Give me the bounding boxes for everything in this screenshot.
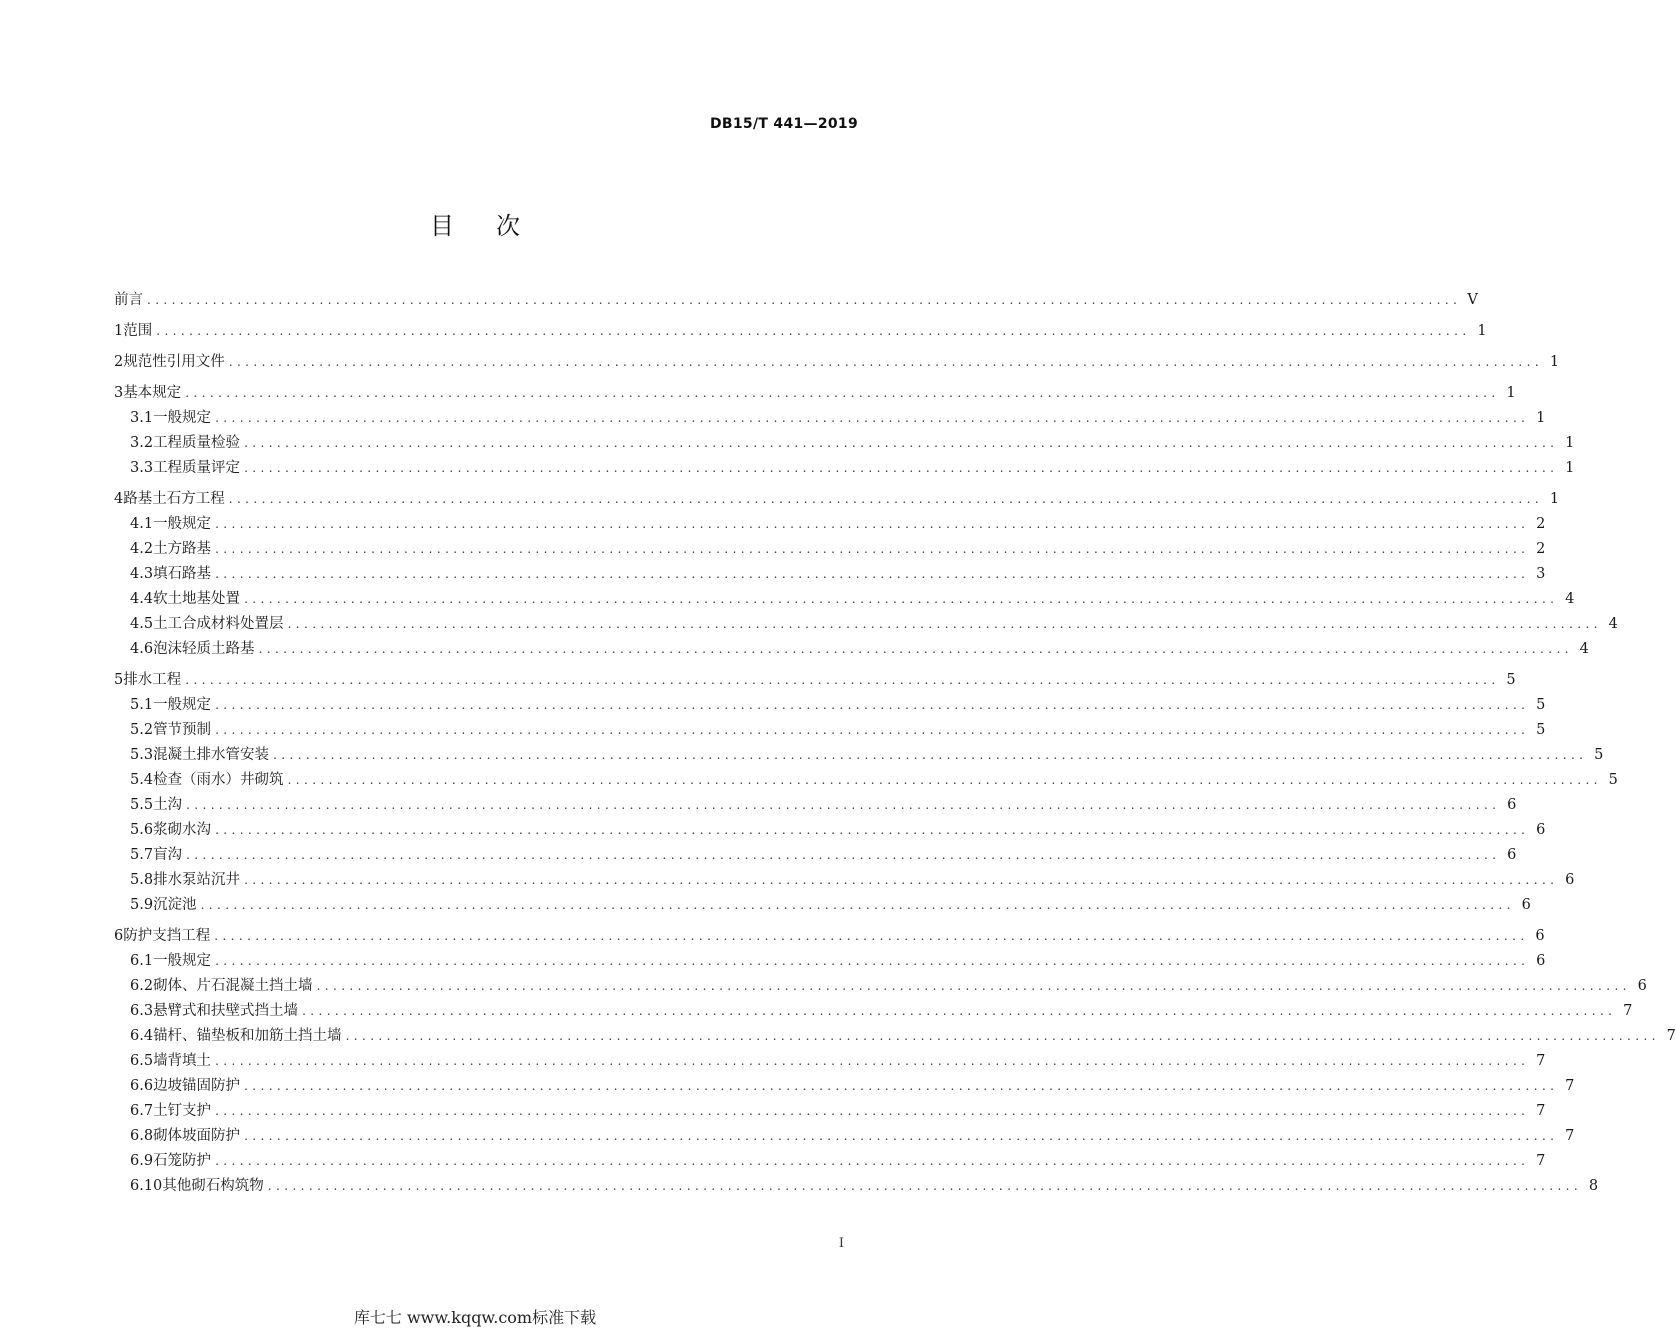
toc-entry[interactable] bbox=[114, 562, 1546, 587]
toc-dot-leader: ................................................................................................................................................................ bbox=[215, 542, 1530, 556]
toc-entry-number: 4.5 bbox=[130, 616, 154, 632]
toc-entry-title: 排水工程 bbox=[123, 672, 182, 688]
toc-entry-page: 7 bbox=[1565, 1128, 1575, 1144]
toc-entry[interactable] bbox=[114, 868, 1575, 893]
toc-entry[interactable] bbox=[114, 693, 1546, 718]
toc-entry-title: 锚杆、锚垫板和加筋土挡土墙 bbox=[153, 1028, 342, 1044]
toc-dot-leader: ................................................................................................................................................................ bbox=[267, 1179, 1583, 1193]
toc-entry[interactable] bbox=[114, 843, 1517, 868]
toc-entry[interactable] bbox=[114, 1149, 1546, 1174]
toc-entry[interactable] bbox=[114, 1074, 1575, 1099]
toc-entry-page: 7 bbox=[1666, 1028, 1676, 1044]
toc-dot-leader: ................................................................................................................................................................ bbox=[244, 436, 1559, 450]
toc-dot-leader: ................................................................................................................................................................ bbox=[316, 979, 1631, 993]
toc-entry[interactable] bbox=[114, 1049, 1546, 1074]
toc-entry-title: 工程质量评定 bbox=[153, 460, 241, 476]
table-of-contents bbox=[114, 288, 1676, 1199]
toc-entry-number: 6.10 bbox=[130, 1178, 163, 1194]
toc-dot-leader: ................................................................................................................................................................ bbox=[228, 355, 1544, 369]
toc-entry-number: 4.1 bbox=[130, 516, 154, 532]
toc-entry-title: 石笼防护 bbox=[153, 1153, 212, 1169]
toc-entry-number: 5.9 bbox=[130, 897, 154, 913]
toc-entry[interactable] bbox=[114, 893, 1531, 918]
toc-dot-leader: ................................................................................................................................................................ bbox=[214, 929, 1529, 943]
toc-dot-leader: ................................................................................................................................................................ bbox=[185, 673, 1500, 687]
toc-dot-leader: ................................................................................................................................................................ bbox=[244, 873, 1559, 887]
toc-entry-number: 5.8 bbox=[130, 872, 154, 888]
toc-entry-page: 2 bbox=[1536, 516, 1546, 532]
toc-entry-page: 8 bbox=[1588, 1178, 1599, 1194]
toc-entry[interactable] bbox=[114, 288, 1478, 313]
toc-entry[interactable] bbox=[114, 1174, 1599, 1199]
toc-entry-number: 2 bbox=[114, 354, 124, 370]
toc-entry-number: 3 bbox=[114, 385, 124, 401]
toc-entry[interactable] bbox=[114, 350, 1560, 375]
toc-entry[interactable] bbox=[114, 949, 1546, 974]
toc-entry[interactable] bbox=[114, 612, 1618, 637]
toc-entry-page: 3 bbox=[1536, 566, 1546, 582]
toc-dot-leader: ................................................................................................................................................................ bbox=[345, 1029, 1660, 1043]
toc-entry-title: 边坡锚固防护 bbox=[153, 1078, 241, 1094]
toc-entry[interactable] bbox=[114, 999, 1633, 1024]
toc-entry-page: 6 bbox=[1521, 897, 1531, 913]
toc-entry-number: 4.6 bbox=[130, 641, 154, 657]
toc-entry-page: 7 bbox=[1536, 1053, 1546, 1069]
toc-entry-title: 前言 bbox=[114, 292, 143, 308]
toc-dot-leader: ................................................................................................................................................................ bbox=[186, 848, 1501, 862]
toc-entry-number: 6.1 bbox=[130, 953, 154, 969]
toc-dot-leader: ................................................................................................................................................................ bbox=[186, 798, 1501, 812]
toc-entry-title: 墙背填土 bbox=[153, 1053, 212, 1069]
toc-entry-page: 4 bbox=[1608, 616, 1618, 632]
toc-entry[interactable] bbox=[114, 487, 1560, 512]
toc-dot-leader: ................................................................................................................................................................ bbox=[215, 411, 1530, 425]
toc-entry[interactable] bbox=[114, 1099, 1546, 1124]
toc-entry-title: 规范性引用文件 bbox=[123, 354, 225, 370]
toc-entry-title: 沉淀池 bbox=[153, 897, 197, 913]
toc-dot-leader: ................................................................................................................................................................ bbox=[244, 1129, 1559, 1143]
toc-entry-number: 6.9 bbox=[130, 1153, 154, 1169]
toc-entry-page: 5 bbox=[1594, 747, 1604, 763]
toc-entry-title: 土钉支护 bbox=[153, 1103, 212, 1119]
toc-entry[interactable] bbox=[114, 793, 1517, 818]
toc-entry-title: 土方路基 bbox=[153, 541, 212, 557]
toc-entry-title: 检查（雨水）井砌筑 bbox=[153, 772, 284, 788]
toc-entry-number: 3.2 bbox=[130, 435, 154, 451]
toc-entry-title: 盲沟 bbox=[153, 847, 183, 863]
toc-entry-number: 5.3 bbox=[130, 747, 154, 763]
toc-dot-leader: ................................................................................................................................................................ bbox=[287, 617, 1602, 631]
toc-dot-leader: ................................................................................................................................................................ bbox=[215, 1154, 1530, 1168]
toc-entry[interactable] bbox=[114, 406, 1546, 431]
toc-entry-page: 1 bbox=[1549, 354, 1560, 370]
toc-entry-page: 2 bbox=[1536, 541, 1546, 557]
toc-entry-page: V bbox=[1467, 292, 1478, 308]
toc-entry-page: 1 bbox=[1549, 491, 1560, 507]
toc-entry-number: 5.7 bbox=[130, 847, 154, 863]
toc-dot-leader: ................................................................................................................................................................ bbox=[185, 386, 1500, 400]
toc-entry-number: 4.2 bbox=[130, 541, 154, 557]
toc-entry-page: 1 bbox=[1477, 323, 1487, 339]
toc-entry-number: 6.8 bbox=[130, 1128, 154, 1144]
toc-entry-number: 5 bbox=[114, 672, 124, 688]
toc-entry-number: 5.4 bbox=[130, 772, 154, 788]
toc-entry[interactable] bbox=[114, 668, 1516, 693]
toc-entry-number: 4 bbox=[114, 491, 124, 507]
toc-entry-title: 填石路基 bbox=[153, 566, 212, 582]
toc-entry-page: 1 bbox=[1506, 385, 1516, 401]
toc-dot-leader: ................................................................................................................................................................ bbox=[215, 1054, 1530, 1068]
toc-entry-title: 工程质量检验 bbox=[153, 435, 241, 451]
toc-dot-leader: ................................................................................................................................................................ bbox=[228, 492, 1544, 506]
toc-dot-leader: ................................................................................................................................................................ bbox=[156, 324, 1471, 338]
toc-dot-leader: ................................................................................................................................................................ bbox=[215, 517, 1530, 531]
toc-entry-page: 4 bbox=[1579, 641, 1589, 657]
toc-entry-number: 5.5 bbox=[130, 797, 154, 813]
toc-title: 目次 bbox=[430, 212, 562, 240]
toc-entry[interactable] bbox=[114, 456, 1575, 481]
toc-entry-number: 1 bbox=[114, 323, 124, 339]
toc-entry-page: 5 bbox=[1506, 672, 1516, 688]
toc-dot-leader: ................................................................................................................................................................ bbox=[215, 698, 1530, 712]
toc-entry-title: 其他砌石构筑物 bbox=[162, 1178, 264, 1194]
toc-entry-number: 5.6 bbox=[130, 822, 154, 838]
toc-entry-number: 4.4 bbox=[130, 591, 154, 607]
toc-entry[interactable] bbox=[114, 818, 1546, 843]
toc-dot-leader: ................................................................................................................................................................ bbox=[215, 954, 1530, 968]
toc-dot-leader: ................................................................................................................................................................ bbox=[244, 1079, 1559, 1093]
toc-entry-page: 7 bbox=[1536, 1103, 1546, 1119]
toc-entry-page: 5 bbox=[1608, 772, 1618, 788]
toc-entry-title: 悬臂式和扶壁式挡土墙 bbox=[153, 1003, 299, 1019]
toc-entry-page: 7 bbox=[1623, 1003, 1633, 1019]
toc-entry-page: 6 bbox=[1637, 978, 1647, 994]
toc-entry-number: 6.4 bbox=[130, 1028, 154, 1044]
toc-entry[interactable] bbox=[114, 512, 1546, 537]
toc-entry[interactable] bbox=[114, 924, 1545, 949]
page-number: I bbox=[838, 1236, 844, 1251]
document-code: DB15/T 441—2019 bbox=[710, 116, 858, 132]
toc-entry-page: 4 bbox=[1565, 591, 1575, 607]
toc-dot-leader: ................................................................................................................................................................ bbox=[200, 898, 1515, 912]
toc-entry-title: 一般规定 bbox=[153, 697, 212, 713]
toc-entry[interactable] bbox=[114, 1024, 1676, 1049]
toc-entry-page: 7 bbox=[1536, 1153, 1546, 1169]
toc-entry[interactable] bbox=[114, 768, 1618, 793]
toc-entry[interactable] bbox=[114, 587, 1575, 612]
toc-entry[interactable] bbox=[114, 743, 1604, 768]
toc-entry-page: 7 bbox=[1565, 1078, 1575, 1094]
toc-entry[interactable] bbox=[114, 1124, 1575, 1149]
toc-entry-page: 1 bbox=[1565, 460, 1575, 476]
toc-entry-page: 6 bbox=[1507, 797, 1517, 813]
toc-entry-page: 6 bbox=[1535, 928, 1545, 944]
toc-entry[interactable] bbox=[114, 381, 1516, 406]
toc-entry-title: 浆砌水沟 bbox=[153, 822, 212, 838]
toc-dot-leader: ................................................................................................................................................................ bbox=[215, 1104, 1530, 1118]
toc-entry-title: 砌体、片石混凝土挡土墙 bbox=[153, 978, 313, 994]
toc-entry-title: 范围 bbox=[123, 323, 153, 339]
toc-entry-number: 5.2 bbox=[130, 722, 154, 738]
toc-entry-title: 一般规定 bbox=[153, 516, 212, 532]
toc-entry-title: 路基土石方工程 bbox=[123, 491, 225, 507]
toc-dot-leader: ................................................................................................................................................................ bbox=[302, 1004, 1617, 1018]
toc-dot-leader: ................................................................................................................................................................ bbox=[244, 592, 1559, 606]
toc-entry-number: 3.1 bbox=[130, 410, 154, 426]
toc-entry[interactable] bbox=[114, 319, 1487, 344]
toc-dot-leader: ................................................................................................................................................................ bbox=[273, 748, 1588, 762]
toc-entry-page: 6 bbox=[1565, 872, 1575, 888]
toc-entry[interactable] bbox=[114, 718, 1546, 743]
toc-entry[interactable] bbox=[114, 637, 1589, 662]
toc-entry-page: 6 bbox=[1507, 847, 1517, 863]
toc-entry[interactable] bbox=[114, 431, 1575, 456]
toc-entry-title: 混凝土排水管安装 bbox=[153, 747, 270, 763]
toc-entry-page: 6 bbox=[1536, 822, 1546, 838]
toc-entry-page: 6 bbox=[1536, 953, 1546, 969]
toc-entry-title: 软土地基处置 bbox=[153, 591, 241, 607]
toc-entry-page: 1 bbox=[1565, 435, 1575, 451]
toc-dot-leader: ................................................................................................................................................................ bbox=[258, 642, 1573, 656]
toc-entry-number: 5.1 bbox=[130, 697, 154, 713]
toc-entry-title: 土工合成材料处置层 bbox=[153, 616, 284, 632]
toc-dot-leader: ................................................................................................................................................................ bbox=[244, 461, 1559, 475]
toc-entry-number: 6 bbox=[114, 928, 124, 944]
toc-dot-leader: ................................................................................................................................................................ bbox=[215, 723, 1530, 737]
toc-entry-number: 3.3 bbox=[130, 460, 154, 476]
toc-entry-title: 土沟 bbox=[153, 797, 183, 813]
toc-entry-page: 1 bbox=[1536, 410, 1546, 426]
toc-entry-number: 6.2 bbox=[130, 978, 154, 994]
toc-entry-page: 5 bbox=[1536, 722, 1546, 738]
toc-dot-leader: ................................................................................................................................................................ bbox=[215, 823, 1530, 837]
toc-entry-number: 6.6 bbox=[130, 1078, 154, 1094]
toc-entry-title: 排水泵站沉井 bbox=[153, 872, 241, 888]
toc-dot-leader: ................................................................................................................................................................ bbox=[287, 773, 1602, 787]
toc-entry[interactable] bbox=[114, 974, 1647, 999]
toc-dot-leader: ................................................................................................................................................................ bbox=[215, 567, 1530, 581]
toc-entry-title: 泡沫轻质土路基 bbox=[153, 641, 255, 657]
toc-entry-number: 6.7 bbox=[130, 1103, 154, 1119]
toc-entry-title: 一般规定 bbox=[153, 410, 212, 426]
toc-entry-number: 6.5 bbox=[130, 1053, 154, 1069]
toc-entry[interactable] bbox=[114, 537, 1546, 562]
toc-dot-leader: ................................................................................................................................................................ bbox=[147, 293, 1462, 307]
footer-watermark: 库七七 www.kqqw.com标准下载 bbox=[353, 1308, 597, 1327]
toc-entry-title: 管节预制 bbox=[153, 722, 212, 738]
toc-entry-title: 基本规定 bbox=[123, 385, 182, 401]
toc-entry-title: 一般规定 bbox=[153, 953, 212, 969]
toc-entry-number: 6.3 bbox=[130, 1003, 154, 1019]
toc-entry-title: 砌体坡面防护 bbox=[153, 1128, 241, 1144]
toc-entry-page: 5 bbox=[1536, 697, 1546, 713]
toc-entry-number: 4.3 bbox=[130, 566, 154, 582]
toc-entry-title: 防护支挡工程 bbox=[123, 928, 211, 944]
